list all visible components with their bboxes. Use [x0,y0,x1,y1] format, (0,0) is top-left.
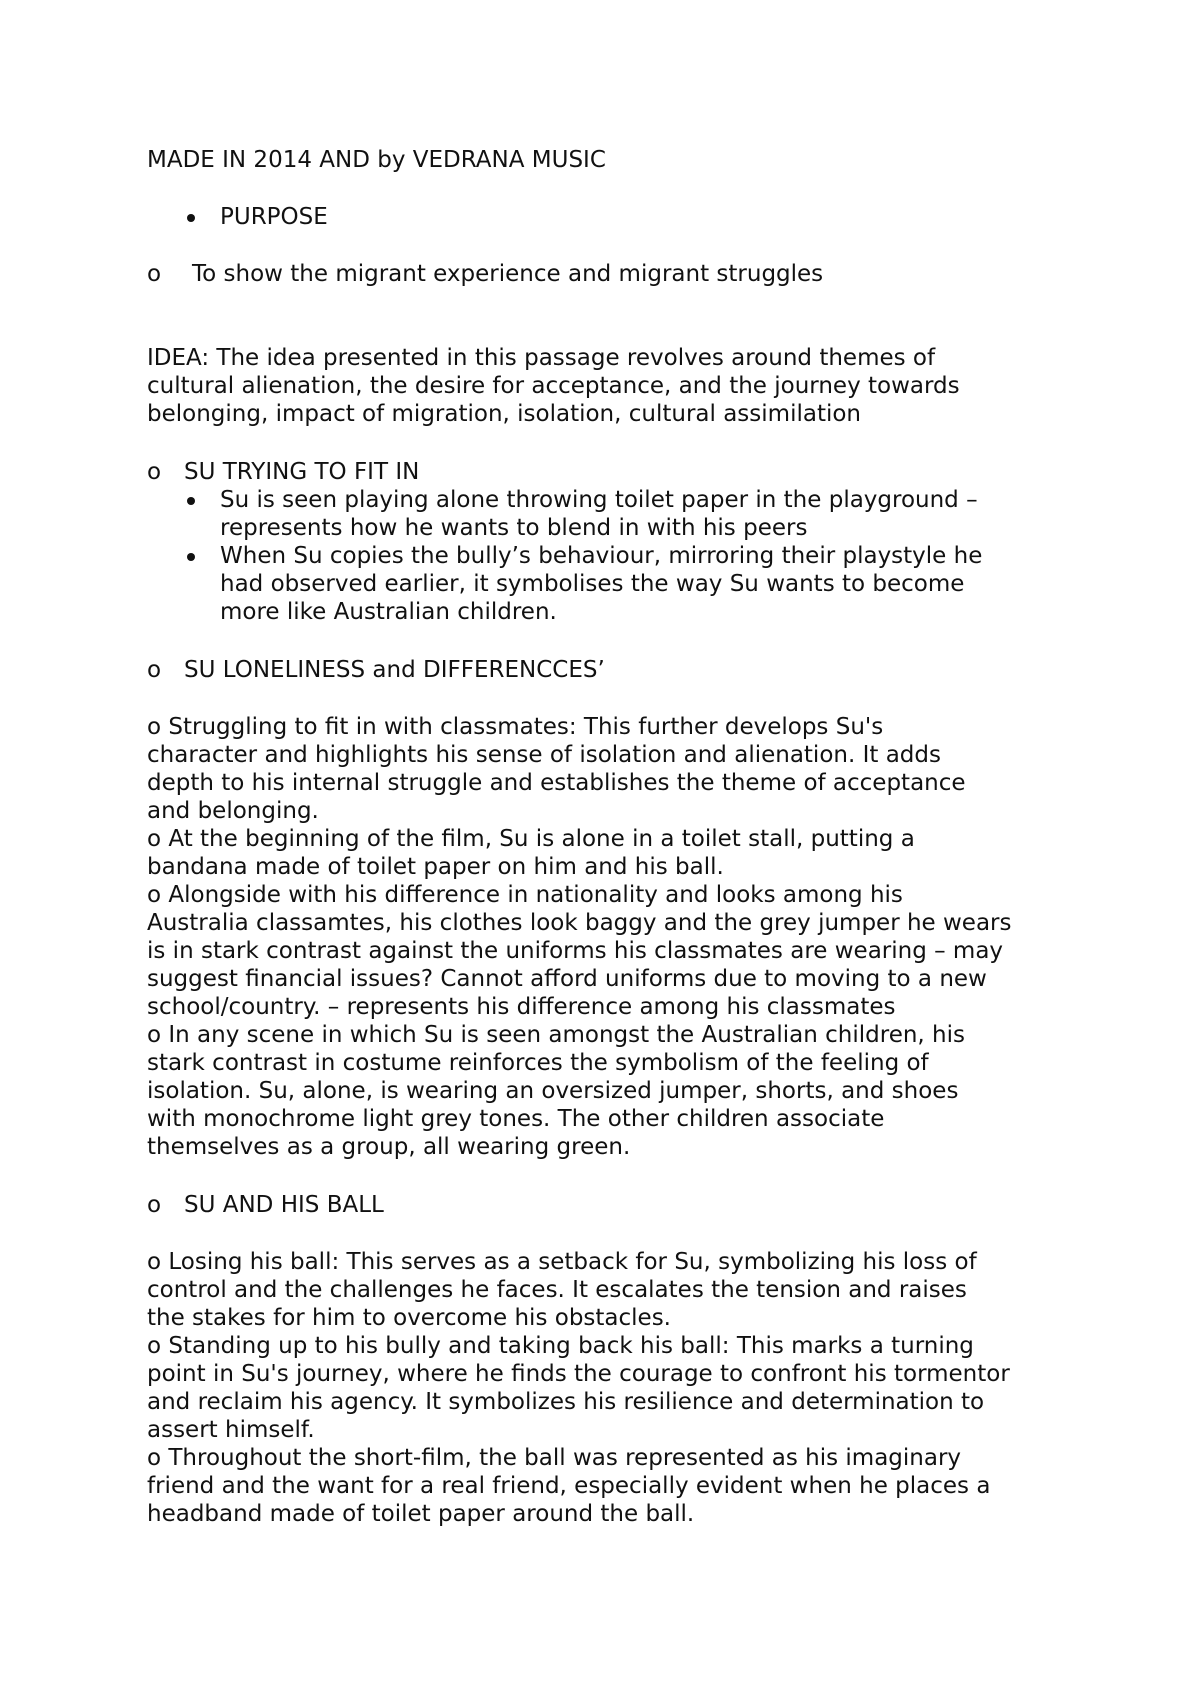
ball-title: SU AND HIS BALL [184,1192,384,1218]
loneliness-line: depth to his internal struggle and establishes the theme of acceptance [147,770,966,796]
bullet-icon [187,214,195,222]
ball-line: o Standing up to his bully and taking back his ball: This marks a turning [147,1333,974,1359]
loneliness-line: and belonging. [147,798,319,824]
loneliness-line: bandana made of toilet paper on him and his ball. [147,854,724,880]
list-marker: o [147,1192,162,1218]
purpose-item: To show the migrant experience and migrant struggles [192,261,824,287]
loneliness-line: suggest financial issues? Cannot afford uniforms due to moving to a new [147,966,987,992]
loneliness-line: themselves as a group, all wearing green. [147,1134,631,1160]
ball-line: friend and the want for a real friend, especially evident when he places a [147,1473,991,1499]
ball-line: o Throughout the short-film, the ball was represented as his imaginary [147,1445,962,1471]
loneliness-line: isolation. Su, alone, is wearing an oversized jumper, shorts, and shoes [147,1078,959,1104]
loneliness-line: o Struggling to fit in with classmates: This further develops Su's [147,714,884,740]
ball-line: o Losing his ball: This serves as a setback for Su, symbolizing his loss of [147,1249,977,1275]
purpose-label: PURPOSE [220,204,328,230]
list-marker: o [147,261,162,287]
list-marker: o [147,459,162,485]
loneliness-line: o In any scene in which Su is seen amongst the Australian children, his [147,1022,965,1048]
ball-line: headband made of toilet paper around the ball. [147,1501,695,1527]
fit-in-bullet-line: more like Australian children. [220,599,557,625]
ball-line: control and the challenges he faces. It escalates the tension and raises [147,1277,967,1303]
idea-line: belonging, impact of migration, isolation, cultural assimilation [147,401,861,427]
loneliness-line: stark contrast in costume reinforces the symbolism of the feeling of [147,1050,929,1076]
document-heading: MADE IN 2014 AND by VEDRANA MUSIC [147,147,606,173]
loneliness-line: with monochrome light grey tones. The other children associate [147,1106,885,1132]
loneliness-line: is in stark contrast against the uniforms his classmates are wearing – may [147,938,1004,964]
bullet-icon [187,553,195,561]
loneliness-line: o At the beginning of the film, Su is alone in a toilet stall, putting a [147,826,915,852]
loneliness-line: Australia classamtes, his clothes look baggy and the grey jumper he wears [147,910,1012,936]
idea-line: IDEA: The idea presented in this passage revolves around themes of [147,345,936,371]
fit-in-bullet-line: represents how he wants to blend in with his peers [220,515,808,541]
ball-line: assert himself. [147,1417,315,1443]
ball-line: point in Su's journey, where he finds the courage to confront his tormentor [147,1361,1010,1387]
list-marker: o [147,657,162,683]
ball-line: and reclaim his agency. It symbolizes his resilience and determination to [147,1389,985,1415]
fit-in-title: SU TRYING TO FIT IN [184,459,420,485]
fit-in-bullet-line: Su is seen playing alone throwing toilet paper in the playground – [220,487,978,513]
loneliness-line: character and highlights his sense of isolation and alienation. It adds [147,742,941,768]
bullet-icon [187,497,195,505]
fit-in-bullet-line: When Su copies the bully’s behaviour, mirroring their playstyle he [220,543,983,569]
idea-line: cultural alienation, the desire for acceptance, and the journey towards [147,373,960,399]
ball-line: the stakes for him to overcome his obstacles. [147,1305,671,1331]
fit-in-bullet-line: had observed earlier, it symbolises the way Su wants to become [220,571,965,597]
loneliness-line: school/country. – represents his difference among his classmates [147,994,896,1020]
loneliness-line: o Alongside with his difference in nationality and looks among his [147,882,903,908]
loneliness-title: SU LONELINESS and DIFFERENCCES’ [184,657,605,683]
